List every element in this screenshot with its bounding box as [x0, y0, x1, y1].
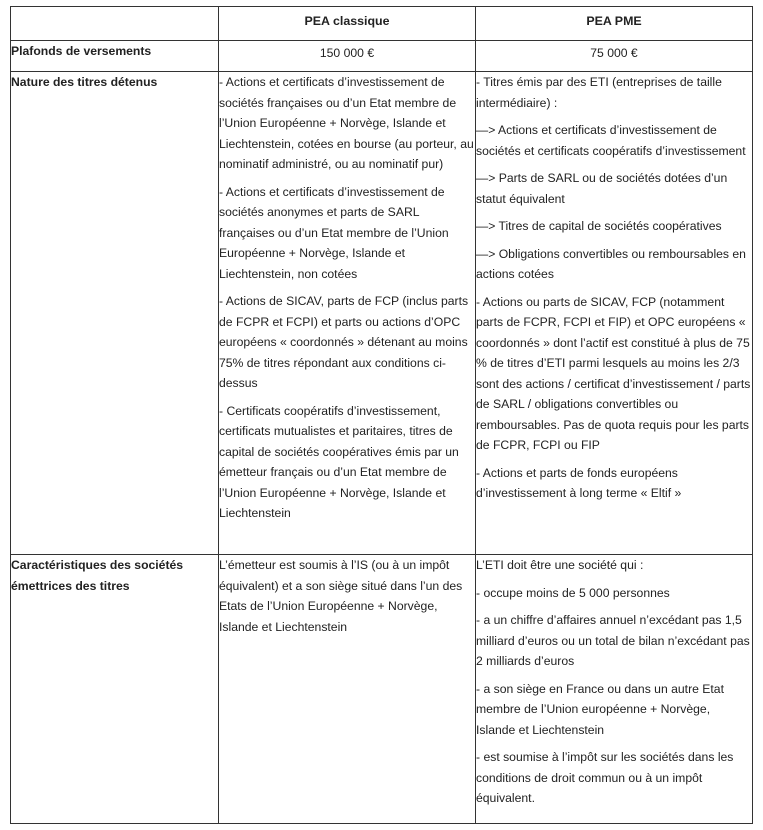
carac-pme-item: L’ETI doit être une société qui :: [476, 558, 644, 572]
carac-classique-cell: [219, 555, 476, 824]
nature-pme-item: - Actions ou parts de SICAV, FCP (notamment parts de FCPR, FCPI et FIP) et OPC européens « coordonnés » dont l’actif est constitué à plus de 75 % de titres d’ETI parmi lesquels au moins les 2/3 sont des actions / certificat d’investissement / parts de SARL / obligations convertibles ou remboursables. Pas de quota requis pour les parts de FCPR, FCPI ou FIP: [476, 294, 751, 452]
plafond-classique-value: 150 000 €: [219, 41, 476, 72]
carac-pme-item: - est soumise à l’impôt sur les sociétés dans les conditions de droit commun ou à un impôt équivalent.: [476, 750, 734, 805]
nature-pme-cell: [476, 72, 753, 555]
carac-pme-item: - occupe moins de 5 000 personnes: [476, 585, 670, 600]
carac-pme-item: - a son siège en France ou dans un autre Etat membre de l’Union européenne + Norvège, Islande et Liechtenstein: [476, 681, 724, 737]
header-pea-classique: PEA classique: [219, 7, 476, 41]
nature-classique-item: - Actions et certificats d’investissement de sociétés françaises ou d’un Etat membre de l’Union Européenne + Norvège, Islande et Liechtenstein, cotées en bourse (au porteur, au nominatif administré, ou au nominatif pur): [219, 75, 474, 171]
plafond-pme-value: 75 000 €: [476, 41, 753, 72]
carac-pme-item: - a un chiffre d’affaires annuel n’excédant pas 1,5 milliard d’euros ou un total de bilan n’excédant pas 2 milliards d’euros: [476, 613, 750, 668]
nature-pme-item: - Actions et parts de fonds européens d’investissement à long terme « Eltif »: [476, 465, 682, 500]
nature-pme-item: —> Actions et certificats d’investissement de sociétés et certificats coopératifs d’investissement: [476, 123, 746, 158]
nature-pme-item: —> Obligations convertibles ou remboursables en actions cotées: [476, 246, 746, 281]
table-row-caracteristiques: [11, 555, 753, 824]
row-label-caracteristiques: Caractéristiques des sociétés émettrices des titres: [11, 555, 219, 824]
nature-pme-item: - Titres émis par des ETI (entreprises de taille intermédiaire) :: [476, 75, 722, 110]
nature-classique-cell: [219, 72, 476, 555]
carac-classique-item: L’émetteur est soumis à l’IS (ou à un impôt équivalent) et a son siège situé dans l’un des Etats de l’Union Européenne + Norvège, Islande et Liechtenstein: [219, 558, 463, 634]
header-empty-cell: [11, 7, 219, 41]
row-label-nature: Nature des titres détenus: [11, 72, 219, 555]
table-row-nature: [11, 72, 753, 555]
nature-classique-item: - Actions de SICAV, parts de FCP (inclus parts de FCPR et FCPI) et parts ou actions d’OPC européens « coordonnés » détenant au moins 75% de titres répondant aux conditions ci-dessus: [219, 294, 469, 390]
table-row-plafonds: [11, 41, 753, 72]
nature-pme-item: —> Titres de capital de sociétés coopératives: [476, 219, 722, 233]
nature-pme-item: —> Parts de SARL ou de sociétés dotées d’un statut équivalent: [476, 171, 728, 206]
table-header-row: [11, 7, 753, 41]
header-pea-pme: PEA PME: [476, 7, 753, 41]
pea-comparison-table: [10, 6, 753, 824]
nature-classique-item: - Certificats coopératifs d’investissement, certificats mutualistes et paritaires, titres de capital de sociétés coopératives émis par un émetteur français ou d’un Etat membre de l’Union Européenne + Norvège, Islande et Liechtenstein: [219, 403, 459, 520]
carac-pme-cell: [476, 555, 753, 824]
nature-classique-item: - Actions et certificats d’investissement de sociétés anonymes et parts de SARL françaises ou d’un Etat membre de l’Union Européenne + Norvège, Islande et Liechtenstein, non cotées: [219, 184, 449, 281]
row-label-plafonds: Plafonds de versements: [11, 41, 219, 72]
